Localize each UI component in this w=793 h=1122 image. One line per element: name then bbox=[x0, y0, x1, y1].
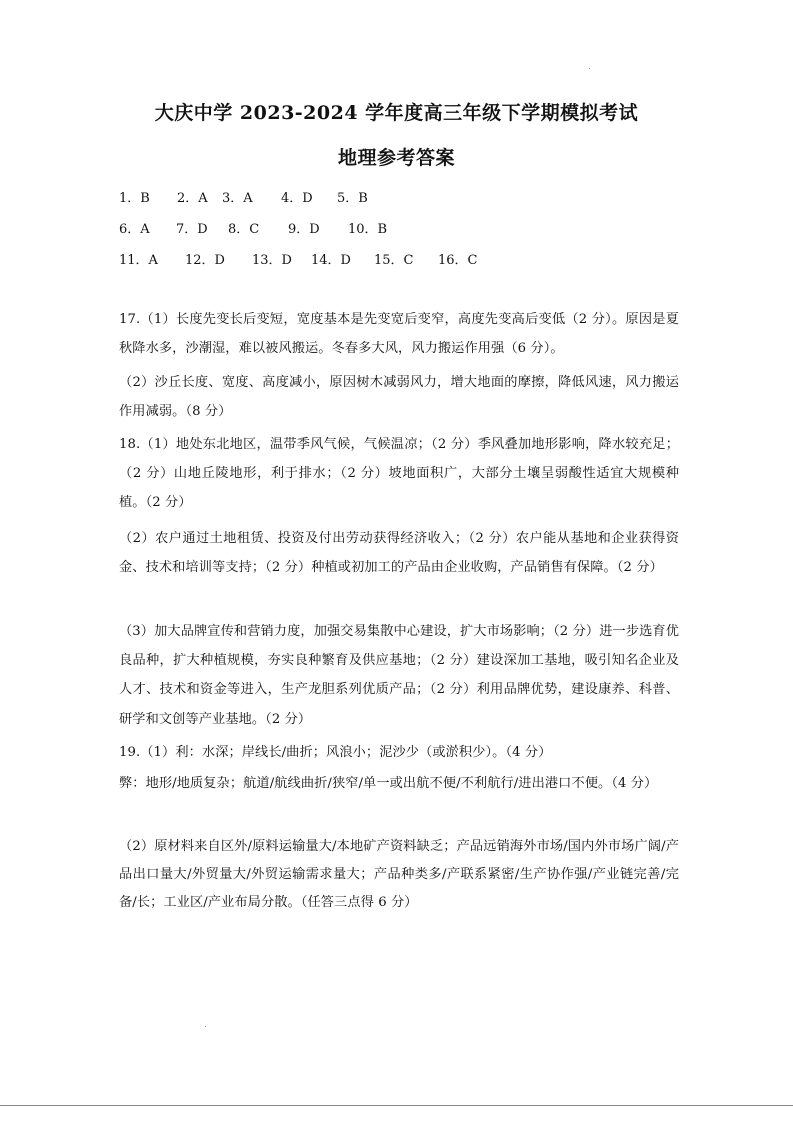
choice-row-3 bbox=[119, 249, 478, 268]
choice-row-2 bbox=[119, 218, 387, 237]
page-bottom-rule bbox=[0, 1105, 793, 1106]
choice-answer: 14．D bbox=[311, 253, 351, 268]
q19-part2: 弊：地形/地质复杂；航道/航线曲折/狭窄/单一或出航不便/不利航行/进出港口不便。（4 分） bbox=[119, 776, 658, 791]
answer-subtitle: 地理参考答案 bbox=[337, 147, 455, 169]
choice-answer: 3．A bbox=[222, 191, 253, 206]
scan-speck bbox=[589, 68, 590, 69]
choice-answer: 16．C bbox=[438, 253, 478, 268]
choice-answer: 4．D bbox=[281, 191, 313, 206]
choice-answer: 15．C bbox=[374, 253, 414, 268]
choice-answer: 7．D bbox=[176, 222, 208, 237]
choice-answer: 13．D bbox=[252, 253, 292, 268]
q18-part2: （2）农户通过土地租赁、投资及付出劳动获得经济收入；（2 分）农户能从基地和企业获得资金、技术和培训等支持；（2 分）种植或初加工的产品由企业收购，产品销售有保障。（2 分） bbox=[119, 531, 679, 576]
choice-answer: 9．D bbox=[288, 222, 320, 237]
choice-answer: 1．B bbox=[119, 191, 150, 206]
choice-answer: 5．B bbox=[337, 191, 368, 206]
choice-answer: 2．A bbox=[177, 191, 208, 206]
q17-part1: 17.（1）长度先变长后变短，宽度基本是先变宽后变窄，高度先变高后变低（2 分）。原因是夏秋降水多，沙潮湿，难以被风搬运。冬春多大风，风力搬运作用强（6 分）。 bbox=[119, 312, 679, 357]
scan-speck bbox=[205, 1026, 206, 1027]
choice-answer: 10．B bbox=[348, 222, 388, 237]
choice-answer: 8．C bbox=[228, 222, 260, 237]
choice-answer: 11．A bbox=[119, 253, 158, 268]
choice-answer: 12．D bbox=[185, 253, 225, 268]
q18-part1: 18.（1）地处东北地区，温带季风气候，气候温凉；（2 分）季风叠加地形影响，降水较充足；（2 分）山地丘陵地形，利于排水；（2 分）坡地面积广，大部分土壤呈弱酸性适宜大规模种植。（2 分） bbox=[119, 437, 679, 511]
q19-part1: 19.（1）利：水深；岸线长/曲折；风浪小；泥沙少（或淤积少）。（4 分） bbox=[119, 745, 552, 760]
exam-title: 大庆中学 2023-2024 学年度高三年级下学期模拟考试 bbox=[154, 102, 639, 124]
choice-answer: 6．A bbox=[119, 222, 150, 237]
q19-part3: （2）原材料来自区外/原料运输量大/本地矿产资料缺乏；产品远销海外市场/国内外市场广阔/产品出口量大/外贸量大/外贸运输需求量大；产品种类多/产联系紧密/生产协作强/产业链完善/完备/长；工业区/产业布局分散。（任答三点得 6 分） bbox=[119, 839, 679, 910]
choice-row-1 bbox=[119, 187, 368, 206]
q17-part2: （2）沙丘长度、宽度、高度减小，原因树木减弱风力，增大地面的摩擦，降低风速，风力搬运作用减弱。（8 分） bbox=[119, 375, 679, 420]
q18-part3: （3）加大品牌宣传和营销力度，加强交易集散中心建设，扩大市场影响；（2 分）进一步选育优良品种，扩大种植规模，夯实良种繁育及供应基地；（2 分）建设深加工基地，吸引知名企业及人才、技术和资金等进入，生产龙胆系列优质产品；（2 分）利用品牌优势，建设康养、科普、研学和文创等产业基地。（2 分） bbox=[119, 624, 679, 727]
